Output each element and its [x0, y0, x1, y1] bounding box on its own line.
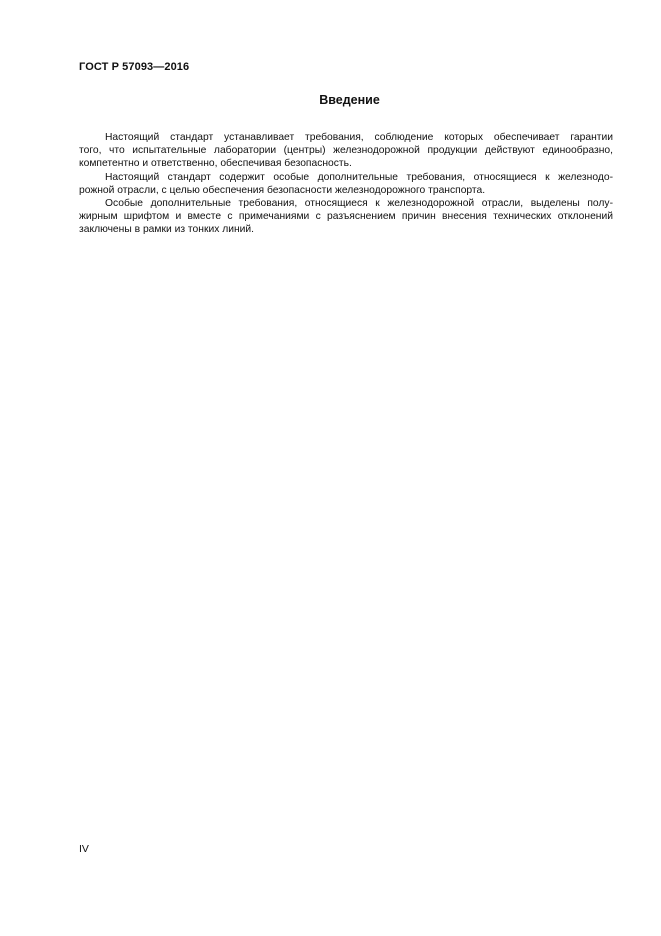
section-title — [0, 93, 661, 107]
text-line: Настоящий стандарт содержит особые дополнительные требования, относящиеся к железнодо- — [105, 171, 613, 183]
text-line: жирным шрифтом и вместе с примечаниями с разъяснением причин внесения технических отклонений — [79, 211, 613, 223]
introduction-text — [79, 131, 613, 237]
text-line: рожной отрасли, с целью обеспечения безопасности железнодорожного транспорта. — [79, 184, 486, 196]
text-line: компетентно и ответственно, обеспечивая безопасность. — [79, 158, 352, 170]
text-line: Настоящий стандарт устанавливает требования, соблюдение которых обеспечивает гарантии — [105, 132, 613, 143]
standard-designation: ГОСТ Р 57093—2016 — [79, 61, 190, 73]
text-line: Особые дополнительные требования, относящиеся к железнодорожной отрасли, выделены полу- — [105, 198, 613, 210]
text-line: того, что испытательные лаборатории (центры) железнодорожной продукции действуют единообразно, — [79, 145, 613, 157]
page-number: IV — [79, 843, 89, 855]
text-line: заключены в рамки из тонких линий. — [79, 224, 255, 236]
section-title-text: Введение — [319, 93, 380, 107]
